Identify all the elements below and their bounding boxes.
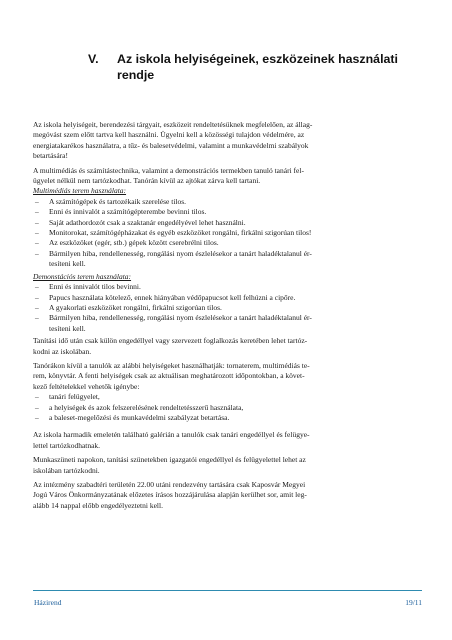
text-line: a helyiségek és azok felszerelésének rendeltetésszerű használata, (49, 402, 244, 412)
demonstration-heading: Demonstációs terem használata: (33, 271, 132, 281)
list-item (33, 413, 423, 423)
text-line: ügyelet nélkül nem tartózkodhat. Tanórán kívül az ajtókat zárva kell tartani. (33, 176, 261, 186)
text-line: A multimédiás és számítástechnika, valamint a demonstrációs termekben tanuló tanári fel- (33, 165, 304, 175)
text-line: rem, könyvtár. A fenti helyiségek csak az aktuálisan meghatározott időpontokban, a követ- (33, 371, 305, 381)
text-line: kodni az iskolában. (33, 346, 92, 356)
rules-paragraph (33, 455, 423, 476)
text-line: lettel tartózkodhatnak. (33, 440, 101, 450)
text-line: Bármilyen hiba, rendellenesség, rongálási nyom észlelésekor a tanárt haladéktalanul ér- (49, 313, 312, 323)
document-body (33, 120, 423, 515)
list-item (33, 218, 423, 228)
list-item (33, 392, 423, 402)
list-item (33, 293, 423, 303)
text-line: Enni és innivalót a számítógépterembe bevinni tilos. (49, 207, 207, 217)
rules-paragraph (33, 480, 423, 511)
text-line: tesíteni kell. (49, 323, 86, 333)
text-line: Az iskola harmadik emeletén található galérián a tanulók csak tanári engedéllyel és felügye- (33, 430, 310, 440)
list-item (33, 228, 423, 238)
list-item (33, 303, 423, 313)
rules-paragraph (33, 336, 423, 357)
text-line: Enni és innivalót tilos bevinni. (49, 282, 141, 292)
intro-paragraph (33, 120, 423, 162)
text-line: Az iskola helyiségeit, berendezési tárgyait, eszközeit rendeltetésüknek megfelelően, az állag- (33, 120, 313, 129)
text-line: Bármilyen hiba, rendellenesség, rongálási nyom észlelésekor a tanárt haladéktalanul ér- (49, 248, 312, 258)
footer-rule (33, 590, 422, 591)
text-line: energiatakarékos használatra, a tűz- és balesetvédelmi, valamint a munkavédelmi szabályok (33, 140, 309, 150)
text-line: alább 14 nappal előbb engedélyeztetni kell. (33, 500, 163, 510)
list-item (33, 282, 423, 292)
rules-paragraph (33, 430, 423, 451)
footer-page-number: 19/11 (405, 598, 422, 607)
text-line: Tanórákon kívül a tanulók az alábbi helyiségeket használhatják: tornaterem, multimédiás te- (33, 360, 310, 370)
list-item (33, 403, 423, 413)
text-line: Jogú Város Önkormányzatának előzetes írásos hozzájárulása alapján kerülhet sor, amit leg- (33, 490, 307, 500)
text-line: Az intézmény szabadtéri területén 22.00 utáni rendezvény tartására csak Kaposvár Megyei (33, 480, 306, 489)
list-item (33, 313, 423, 334)
conditions-list (33, 392, 423, 423)
section-number: V. (88, 52, 99, 66)
text-line: Munkaszüneti napokon, tanítási szünetekben igazgatói engedéllyel és felügyelettel lehet az (33, 455, 306, 465)
text-line: Monitorokat, számítógépházakat és egyéb eszközöket rongálni, firkálni szigorúan tilos! (49, 228, 312, 238)
text-line: Az eszközöket (egér, stb.) gépek között cserebrélni tilos. (49, 238, 219, 248)
list-item (33, 197, 423, 207)
text-line: A gyakorlati eszközöket rongálni, firkálni szigorúan tilos. (49, 302, 222, 312)
text-line: iskolában tartózkodni. (33, 465, 100, 475)
list-item (33, 249, 423, 270)
text-line: Papucs használata kötelező, ennek hiányában védőpapucsot kell felhúzni a cipőre. (49, 292, 296, 302)
text-line: betartására! (33, 151, 68, 161)
text-line: tesíteni kell. (49, 259, 86, 269)
section-title-line: rendje (117, 68, 155, 82)
multimedia-rules-list (33, 197, 423, 270)
demonstration-rules-list (33, 282, 423, 334)
list-item (33, 207, 423, 217)
multimedia-heading: Multimédiás terem használata: (33, 186, 127, 196)
section-title (117, 51, 417, 83)
text-line: Saját adathordozót csak a szaktanár engedélyével lehet használni. (49, 217, 246, 227)
text-line: Tanítási idő után csak külön engedéllyel vagy szervezett foglalkozás keretében lehet tartóz- (33, 336, 308, 346)
section-title-line: Az iskola helyiségeinek, eszközeinek használati (117, 52, 398, 66)
text-line: megóvást szem előtt tartva kell használni. Ügyelni kell a közösségi tulajdon védelmére, az (33, 130, 305, 140)
text-line: kező feltételekkel vehetők igénybe: (33, 381, 140, 391)
text-line: tanári felügyelet, (49, 392, 100, 402)
text-line: A számítógépek és tartozékaik szerelése tilos. (49, 196, 187, 206)
text-line: a baleset-megelőzési és munkavédelmi szabályzat betartása. (49, 412, 230, 422)
footer-document-title: Házirend (34, 598, 62, 607)
rules-paragraph (33, 361, 423, 392)
intro-paragraph (33, 166, 423, 187)
list-item (33, 238, 423, 248)
